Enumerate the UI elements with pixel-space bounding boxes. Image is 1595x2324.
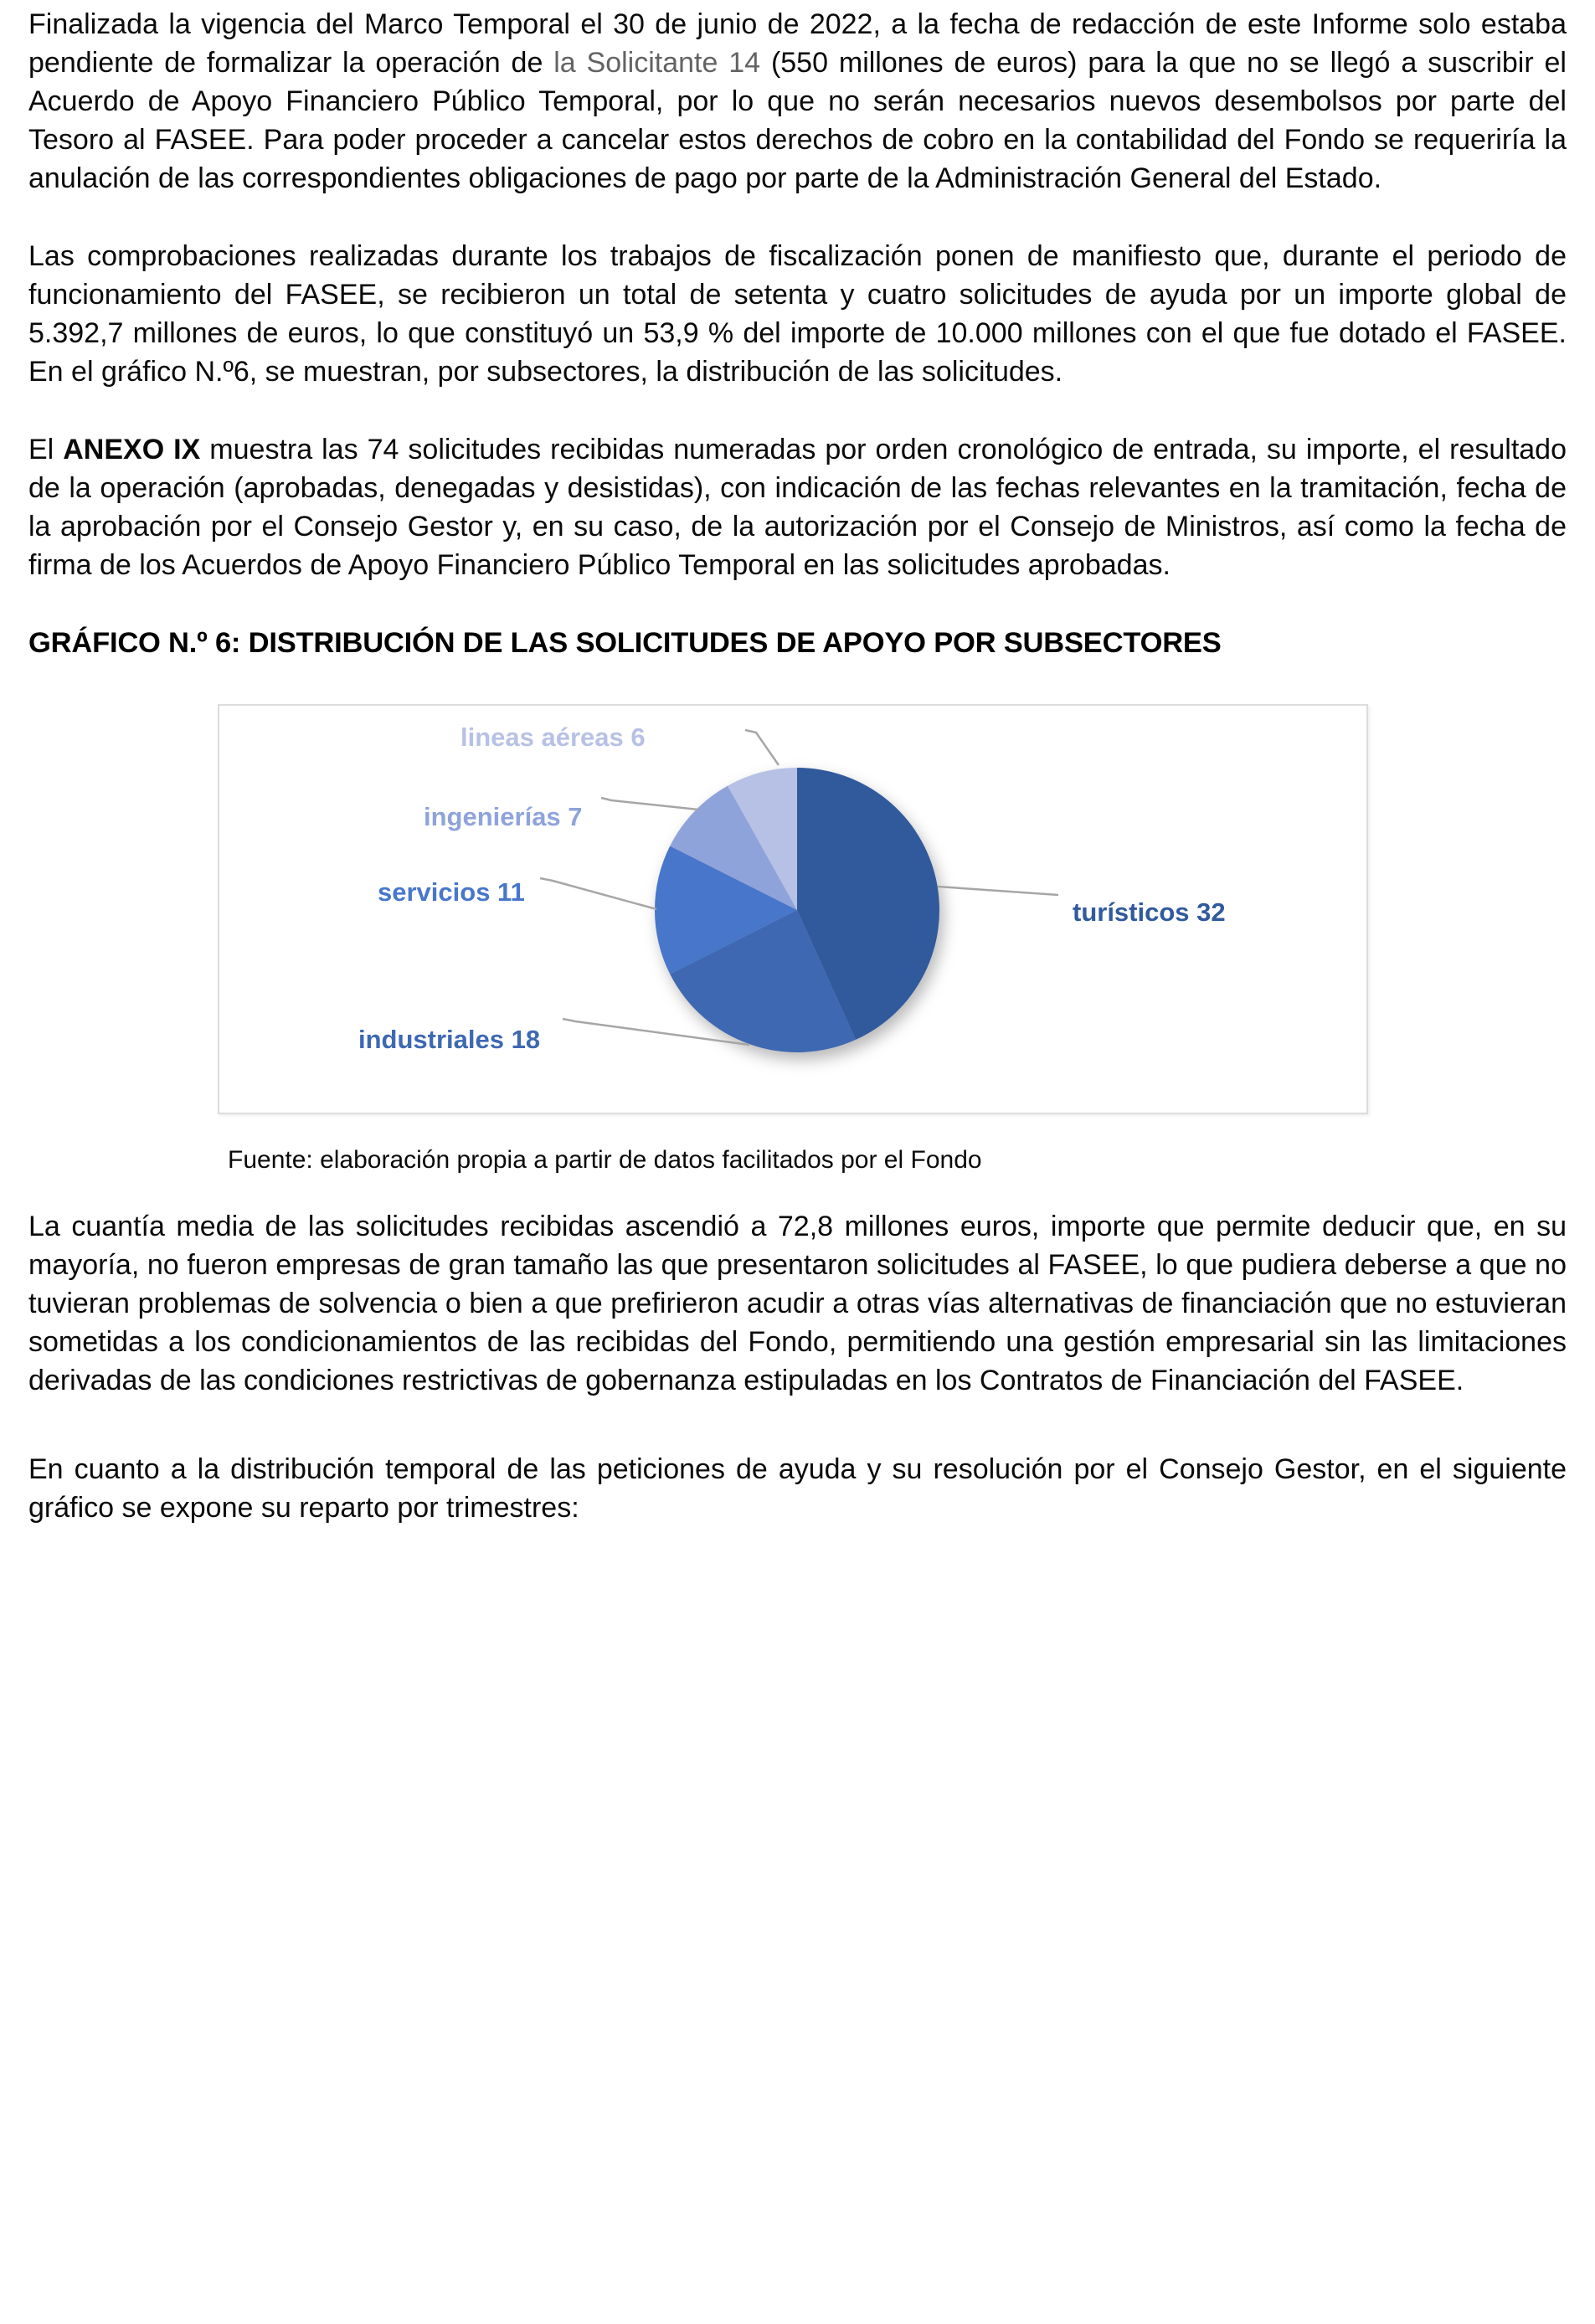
paragraph-3-text-c: muestra las 74 solicitudes recibidas numeradas por orden cronológico de entrada, su importe, el resultado de la operación (aprobadas, denegadas y desistidas), con indicación de las fechas relevantes en la tramitación, fecha de la aprobación por el Consejo Gestor y, en su caso, de la autorización por el Consejo de Ministros, así como la fecha de firma de los Acuerdos de Apoyo Financiero Público Temporal en las solicitudes aprobadas. (28, 434, 1567, 581)
chart-source-caption: Fuente: elaboración propia a partir de datos facilitados por el Fondo (228, 1146, 982, 1174)
paragraph-1 (28, 5, 1567, 198)
pie-label-lineas-aereas: lineas aéreas 6 (460, 722, 646, 752)
leader-line-servicios (540, 878, 656, 909)
paragraph-2: Las comprobaciones realizadas durante los trabajos de fiscalización ponen de manifiesto que, durante el periodo de funcionamiento del FASEE, se recibieron un total de setenta y cuatro solicitudes de ayuda por un importe global de 5.392,7 millones de euros, lo que constituyó un 53,9 % del importe de 10.000 millones con el que fue dotado el FASEE. En el gráfico N.º6, se muestran, por subsectores, la distribución de las solicitudes. (28, 240, 1567, 388)
paragraph-4: La cuantía media de las solicitudes recibidas ascendió a 72,8 millones euros, importe que permite deducir que, en su mayoría, no fueron empresas de gran tamaño las que presentaron solicitudes al FASEE, lo que pudiera deberse a que no tuvieran problemas de solvencia o bien a que prefirieron acudir a otras vías alternativas de financiación que no estuvieran sometidas a los condicionamientos de las recibidas del Fondo, permitiendo una gestión empresarial sin las limitaciones derivadas de las condiciones restrictivas de gobernanza estipuladas en los Contratos de Financiación del FASEE. (28, 1211, 1567, 1396)
solicitante-14-reference: la Solicitante 14 (553, 47, 761, 79)
anexo-ix-reference: ANEXO IX (63, 434, 201, 465)
leader-line-turisticos (938, 887, 1058, 895)
pie-label-ingenierias: ingenierías 7 (424, 802, 583, 831)
paragraph-1-text-c: (550 millones de euros) para la que no se llegó a suscribir el Acuerdo de Apoyo Financiero Público Temporal, por lo que no serán necesarios nuevos desembolsos por parte del Tesoro al FASEE. Para poder proceder a cancelar estos derechos de cobro en la contabilidad del Fondo se requeriría la anulación de las correspondientes obligaciones de pago por parte de la Administración General del Estado. (28, 47, 1567, 194)
paragraph-3 (28, 430, 1567, 584)
leader-line-ingenierias (601, 798, 698, 810)
paragraph-3-text-a: El (28, 434, 64, 465)
paragraph-1-text-a: Finalizada la vigencia del Marco Temporal el 30 de junio de 2022, a la fecha de redacción de este Informe solo estaba pendiente de formalizar la operación de (28, 8, 1567, 79)
pie-label-servicios: servicios 11 (378, 877, 525, 907)
leader-line-lineas-aereas (745, 730, 779, 765)
pie-chart-container (218, 704, 1368, 1114)
pie-label-turisticos: turísticos 32 (1073, 897, 1226, 927)
paragraph-5: En cuanto a la distribución temporal de las peticiones de ayuda y su resolución por el Consejo Gestor, en el siguiente gráfico se expone su reparto por trimestres: (28, 1453, 1567, 1524)
pie-label-industriales: industriales 18 (358, 1025, 541, 1054)
chart-heading: GRÁFICO N.º 6: DISTRIBUCIÓN DE LAS SOLICITUDES DE APOYO POR SUBSECTORES (28, 627, 1222, 659)
